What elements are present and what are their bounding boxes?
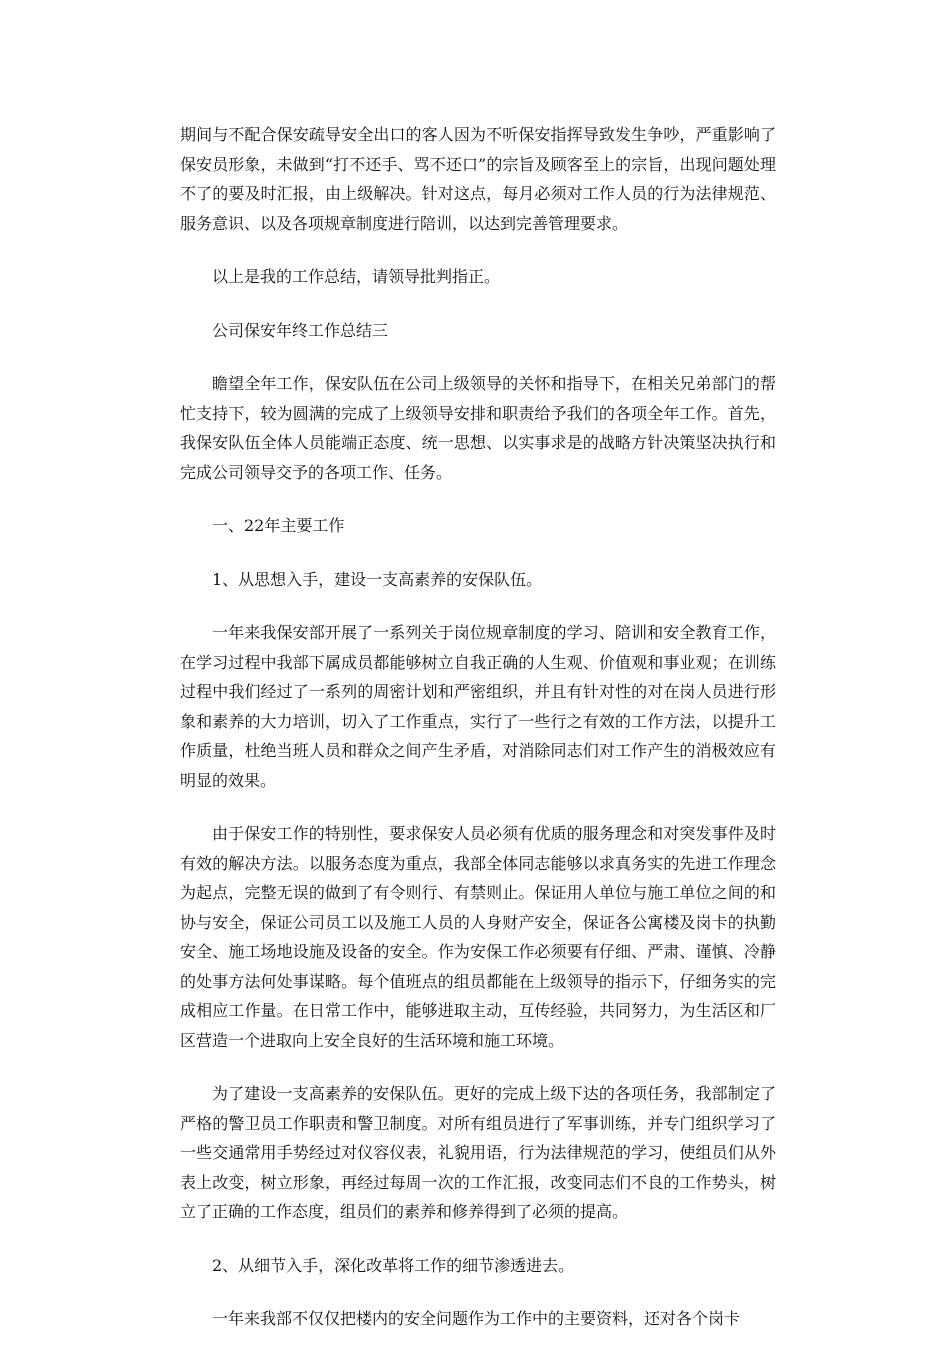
section-title: 公司保安年终工作总结三 <box>212 320 389 340</box>
paragraph-continuation: 期间与不配合保安疏导安全出口的客人因为不听保安指挥导致发生争吵，严重影响了保安员形象，未做到“打不还手、骂不还口”的宗旨及顾客至上的宗旨，出现问题处理不了的要及时汇报，由上级解决。针对这点，每月必须对工作人员的行为法律规范、服务意识、以及各项规章制度进行陪训，以达到完善管理要求。 <box>180 125 776 233</box>
paragraph-details: 一年来我部不仅仅把楼内的安全问题作为工作中的主要资料，还对各个岗卡 <box>212 1309 741 1328</box>
paragraph-team-building: 为了建设一支高素养的安保队伍。更好的完成上级下达的各项任务，我部制定了严格的警卫员工作职责和警卫制度。对所有组员进行了军事训练，并专门组织学习了一些交通常用手势经过对仪容仪表，礼貌用语，行为法律规范的学习，使组员们从外表上改变，树立形象，再经过每周一次的工作汇报，改变同志们不良的工作势头，树立了正确的工作态度，组员们的素养和修养得到了必须的提高。 <box>180 1084 776 1221</box>
subheading-2: 2、从细节入手，深化改革将工作的细节渗透进去。 <box>212 1255 575 1275</box>
paragraph-service: 由于保安工作的特别性，要求保安人员必须有优质的服务理念和对突发事件及时有效的解决方法。以服务态度为重点，我部全体同志能够以求真务实的先进工作理念为起点，完整无误的做到了有令则行、有禁则止。保证用人单位与施工单位之间的和协与安全，保证公司员工以及施工人员的人身财产安全，保证各公寓楼及岗卡的执勤安全、施工场地设施及设备的安全。作为安保工作必须要有仔细、严肃、谨慎、冷静的处事方法何处事谋略。每个值班点的组员都能在上级领导的指示下，仔细务实的完成相应工作量。在日常工作中，能够进取主动，互传经验，共同努力，为生活区和厂区营造一个进取向上安全良好的生活环境和施工环境。 <box>180 824 776 1050</box>
paragraph-intro: 瞻望全年工作，保安队伍在公司上级领导的关怀和指导下，在相关兄弟部门的帮忙支持下，较为圆满的完成了上级领导安排和职责给予我们的各项全年工作。首先，我保安队伍全体人员能端正态度、统一思想、以实事求是的战略方针决策坚决执行和完成公司领导交予的各项工作、任务。 <box>180 374 776 482</box>
subheading-1: 1、从思想入手，建设一支高素养的安保队伍。 <box>212 569 543 589</box>
document-body <box>180 120 776 1358</box>
paragraph-closing-remark: 以上是我的工作总结，请领导批判指正。 <box>212 267 501 286</box>
heading-main-work: 一、22年主要工作 <box>212 516 345 535</box>
paragraph-training: 一年来我保安部开展了一系列关于岗位规章制度的学习、陪训和安全教育工作，在学习过程中我部下属成员都能够树立自我正确的人生观、价值观和事业观；在训练过程中我们经过了一系列的周密计划和严密组织，并且有针对性的对在岗人员进行形象和素养的大力培训，切入了工作重点，实行了一些行之有效的工作方法，以提升工作质量，杜绝当班人员和群众之间产生矛盾，对消除同志们对工作产生的消极效应有明显的效果。 <box>180 623 776 790</box>
